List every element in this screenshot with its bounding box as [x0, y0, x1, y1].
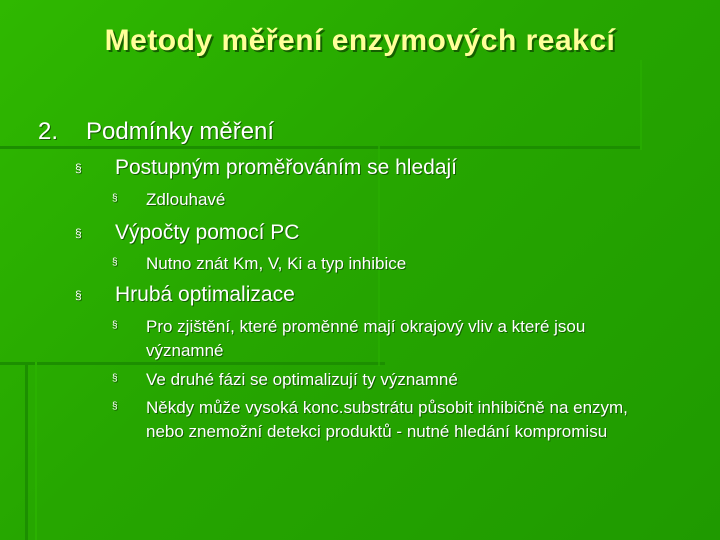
sub-bullet-text: Ve druhé fázi se optimalizují ty významné — [146, 370, 458, 389]
decor-line — [25, 362, 28, 540]
decor-line — [640, 60, 642, 150]
sub-bullet-item — [112, 368, 666, 392]
sub-bullet-item — [112, 315, 666, 363]
bullet-icon: § — [112, 193, 118, 205]
decor-line — [0, 146, 640, 149]
bullet-icon: § — [112, 320, 118, 332]
decor-line — [35, 362, 37, 540]
section-heading — [38, 118, 274, 146]
bullet-item — [75, 283, 295, 307]
sub-bullet-text: Někdy může vysoká konc.substrátu působit inhibičně na enzym, nebo znemožní detekci produktů - nutné hledání kompromisu — [146, 398, 628, 441]
slide-title: Metody měření enzymových reakcí — [104, 24, 616, 57]
sub-bullet-item — [112, 252, 666, 276]
bullet-item — [75, 156, 457, 180]
bullet-icon: § — [75, 161, 82, 176]
bullet-icon: § — [112, 401, 118, 413]
section-number: 2. — [38, 118, 59, 145]
bullet-icon: § — [112, 373, 118, 385]
bullet-text: Výpočty pomocí PC — [115, 221, 300, 244]
sub-bullet-text: Nutno znát Km, V, Ki a typ inhibice — [146, 254, 407, 273]
bullet-icon: § — [75, 288, 82, 303]
sub-bullet-item — [112, 396, 666, 444]
sub-bullet-text: Zdlouhavé — [146, 190, 226, 209]
bullet-icon: § — [112, 257, 118, 269]
section-title: Podmínky měření — [86, 118, 275, 145]
sub-bullet-item — [112, 188, 666, 212]
bullet-icon: § — [75, 226, 82, 241]
bullet-text: Hrubá optimalizace — [115, 283, 295, 306]
sub-bullet-text: Pro zjištění, které proměnné mají okrajový vliv a které jsou významné — [146, 317, 586, 360]
bullet-item — [75, 221, 299, 245]
bullet-text: Postupným proměřováním se hledají — [115, 156, 457, 179]
